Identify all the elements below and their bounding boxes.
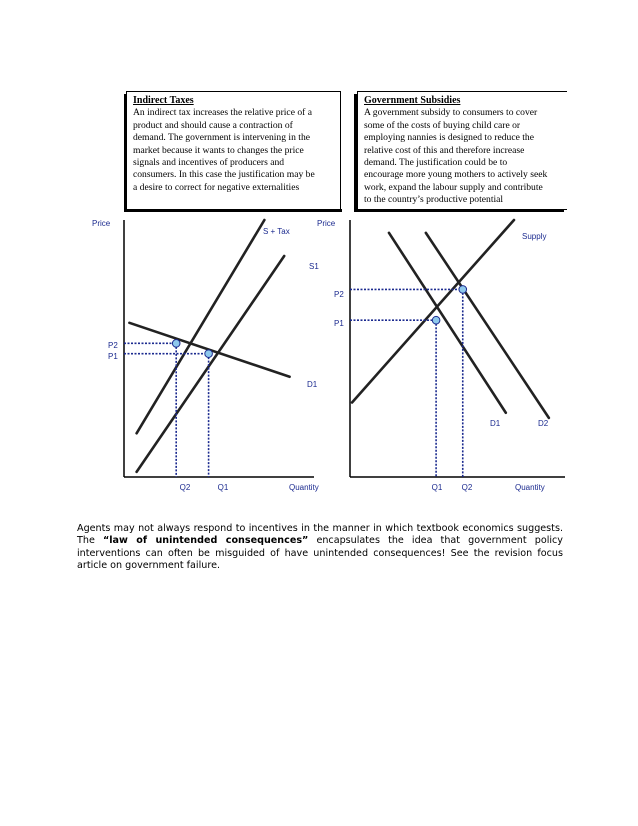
p1-label: P1 <box>108 352 118 361</box>
subsidy-line: encourage more young mothers to actively seek <box>364 169 548 181</box>
tax-line: product and should cause a contraction of <box>133 119 293 131</box>
indirect-taxes-title: Indirect Taxes <box>133 95 194 106</box>
d1-label: D1 <box>490 419 501 428</box>
indirect-tax-chart <box>92 219 319 492</box>
curve-d1 <box>389 233 506 413</box>
equilibrium-point <box>432 316 440 324</box>
subsidy-line: some of the costs of buying child care or <box>364 119 521 131</box>
tax-line: a desire to correct for negative externalities <box>133 181 300 193</box>
s1-label: S1 <box>309 262 319 271</box>
p2-label: P2 <box>108 341 118 350</box>
subsidy-line: relative cost of this and therefore increase <box>364 144 525 156</box>
subsidy-chart <box>317 219 565 492</box>
subsidy-line: work, expand the labour supply and contribute <box>364 181 543 193</box>
tax-line: consumers. In this case the justification may be <box>133 169 315 181</box>
tax-line: market because it wants to changes the price <box>133 144 304 156</box>
subsidy-line: to the country’s productive potential <box>364 194 504 206</box>
q2-label: Q2 <box>461 483 473 492</box>
government-subsidies-title: Government Subsidies <box>364 95 461 106</box>
price-axis-label: Price <box>92 219 111 228</box>
quantity-axis-label: Quantity <box>515 483 545 492</box>
s-plus-tax-label: S + Tax <box>263 227 290 236</box>
p2-label: P2 <box>334 290 344 299</box>
p1-label: P1 <box>334 319 344 328</box>
curve-supply <box>352 220 514 402</box>
body-paragraph <box>77 523 563 573</box>
tax-line: An indirect tax increases the relative price of a <box>133 107 312 119</box>
subsidy-line: A government subsidy to consumers to cover <box>364 107 538 119</box>
paragraph-emphasis: “law of unintended consequences” <box>102 535 309 547</box>
quantity-axis-label: Quantity <box>289 483 319 492</box>
d1-label: D1 <box>307 380 318 389</box>
subsidy-line: demand. The justification could be to <box>364 157 508 169</box>
tax-line: signals and incentives of producers and <box>133 157 285 169</box>
q2-label: Q2 <box>179 483 191 492</box>
curve-s-tax <box>137 220 265 433</box>
equilibrium-point <box>172 340 180 348</box>
q1-label: Q1 <box>431 483 443 492</box>
equilibrium-point <box>205 350 213 358</box>
equilibrium-point <box>459 286 467 294</box>
price-axis-label: Price <box>317 219 336 228</box>
curve-d2 <box>426 233 549 418</box>
tax-line: demand. The government is intervening in the <box>133 132 310 144</box>
curve-s1 <box>137 256 285 472</box>
q1-label: Q1 <box>217 483 229 492</box>
paragraph-part1: Agents may not always respond to incentives in the manner in which textbook economics suggests. The <box>77 523 563 547</box>
d2-label: D2 <box>538 419 549 428</box>
supply-label: Supply <box>522 232 547 241</box>
paragraph-part2: encapsulates the idea that government policy interventions can often be misguided of have unintended consequences! See the revision focus article on government failure. <box>77 535 563 572</box>
subsidy-line: employing nannies is designed to reduce the <box>364 132 534 144</box>
